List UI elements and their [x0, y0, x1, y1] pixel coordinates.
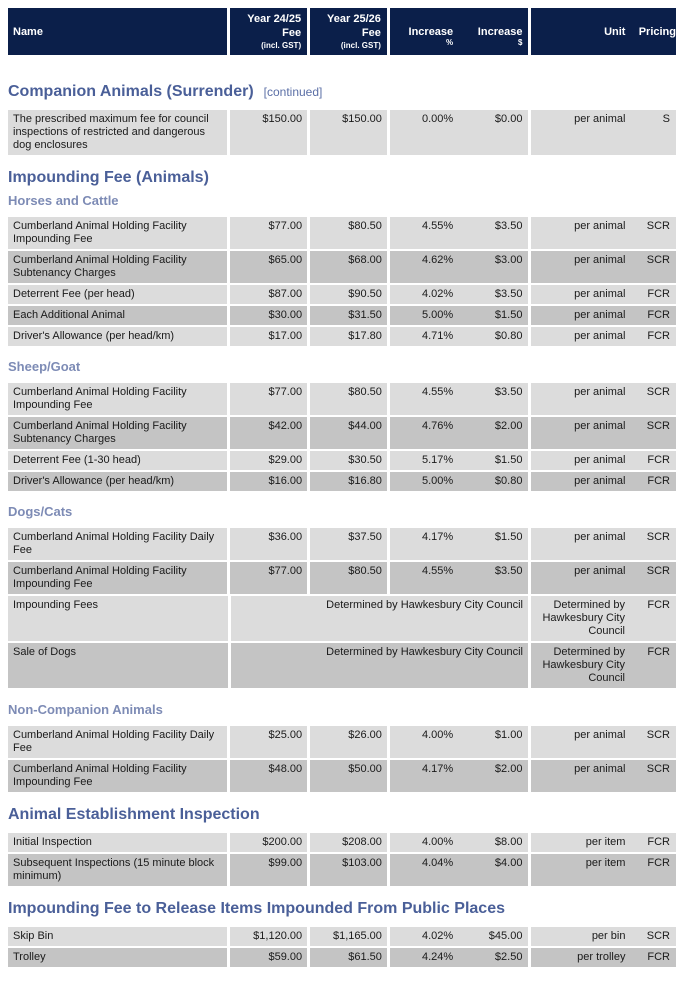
- table-row: [8, 760, 676, 792]
- unit: per animal: [574, 454, 626, 466]
- unit-pricing-cell: [531, 285, 676, 304]
- fee-2425: $42.00: [230, 417, 307, 449]
- table-row: [8, 833, 676, 852]
- fee-2425: $65.00: [230, 251, 307, 283]
- header-fee-2526-year: Year 25/26: [327, 13, 381, 25]
- fee-2526: $37.50: [310, 528, 387, 560]
- unit: per animal: [574, 420, 626, 432]
- determined-by: Determined by Hawkesbury City Council: [231, 596, 528, 641]
- fee-2425: $200.00: [230, 833, 307, 852]
- fee-2425: $16.00: [230, 472, 307, 491]
- increase-pct: 4.55%: [421, 220, 454, 232]
- table-row: [8, 854, 676, 886]
- unit-pricing-cell: [531, 110, 676, 155]
- increase-dol: $3.50: [494, 288, 523, 300]
- fee-2425: $87.00: [230, 285, 307, 304]
- pricing: SCR: [646, 420, 670, 432]
- table-group-noncompanion: [8, 726, 676, 794]
- section-title-text: Companion Animals (Surrender): [8, 83, 254, 100]
- unit: per animal: [574, 288, 626, 300]
- increase-cell: [390, 927, 529, 946]
- fee-name: Initial Inspection: [8, 833, 227, 852]
- table-row: [8, 251, 676, 283]
- increase-dol: $1.00: [494, 729, 523, 741]
- fee-name: Cumberland Animal Holding Facility Impounding Fee: [8, 217, 227, 249]
- section-title-establishment: Animal Establishment Inspection: [8, 806, 260, 823]
- unit-pricing-cell: [531, 562, 676, 594]
- pricing: SCR: [646, 386, 670, 398]
- header-increase-dol-label: Increase: [477, 26, 523, 38]
- increase-cell: [390, 854, 529, 886]
- unit-pricing-cell: [531, 383, 676, 415]
- unit-pricing-cell: [531, 217, 676, 249]
- header-fee-2425: [230, 8, 307, 55]
- fee-name: Cumberland Animal Holding Facility Impounding Fee: [8, 760, 227, 792]
- header-increase-pct-label: Increase: [408, 26, 454, 38]
- unit-pricing-cell: [531, 251, 676, 283]
- fee-2425: $77.00: [230, 217, 307, 249]
- increase-cell: [390, 451, 529, 470]
- fee-name: Deterrent Fee (1-30 head): [8, 451, 227, 470]
- increase-cell: [390, 472, 529, 491]
- unit-pricing-cell: [531, 854, 676, 886]
- fee-2425: $17.00: [230, 327, 307, 346]
- increase-cell: [390, 760, 529, 792]
- fee-2425: $30.00: [230, 306, 307, 325]
- increase-cell: [390, 110, 529, 155]
- fee-name: Deterrent Fee (per head): [8, 285, 227, 304]
- pricing: SCR: [646, 531, 670, 543]
- fee-name: Cumberland Animal Holding Facility Daily Fee: [8, 528, 227, 560]
- fee-name: Trolley: [8, 948, 227, 967]
- increase-pct: 4.02%: [421, 288, 454, 300]
- table-group-sheep: [8, 383, 676, 493]
- unit-pricing-cell: [531, 451, 676, 470]
- increase-dol: $1.50: [494, 531, 523, 543]
- unit-pricing-cell: [531, 472, 676, 491]
- fee-2425: $36.00: [230, 528, 307, 560]
- unit-pricing-cell: [531, 306, 676, 325]
- unit-pricing-cell: [531, 948, 676, 967]
- table-row: [8, 596, 676, 641]
- unit: per animal: [574, 729, 626, 741]
- header-fee-2526: [310, 8, 387, 55]
- table-group-dogs: [8, 528, 676, 690]
- unit: per animal: [574, 330, 626, 342]
- pricing: SCR: [646, 254, 670, 266]
- pricing: FCR: [647, 475, 670, 487]
- increase-pct: 4.02%: [421, 930, 454, 942]
- unit: per item: [585, 857, 626, 869]
- increase-dol: $45.00: [488, 930, 523, 942]
- unit-pricing-cell: [531, 417, 676, 449]
- header-increase-pct: [390, 8, 459, 55]
- fee-2526: $208.00: [310, 833, 387, 852]
- unit: per animal: [574, 254, 626, 266]
- fee-name: Cumberland Animal Holding Facility Subtenancy Charges: [8, 417, 227, 449]
- pricing: FCR: [647, 857, 670, 869]
- header-fee-2526-fee: Fee: [361, 27, 381, 39]
- fee-name: Cumberland Animal Holding Facility Daily Fee: [8, 726, 227, 758]
- unit-pricing-cell: [531, 596, 676, 641]
- table-row: [8, 383, 676, 415]
- unit: per animal: [574, 475, 626, 487]
- fee-name: The prescribed maximum fee for council inspections of restricted and dangerous dog enclosures: [8, 110, 227, 155]
- increase-dol: $2.00: [494, 420, 523, 432]
- unit-pricing-cell: [531, 327, 676, 346]
- increase-pct: 5.17%: [421, 454, 454, 466]
- pricing: FCR: [647, 836, 670, 848]
- increase-pct: 4.17%: [421, 763, 454, 775]
- fee-2425: $59.00: [230, 948, 307, 967]
- header-pricing: Pricing: [638, 26, 676, 38]
- increase-pct: 0.00%: [421, 113, 454, 125]
- pricing: FCR: [647, 309, 670, 321]
- increase-dol: $0.80: [494, 330, 523, 342]
- unit: per trolley: [577, 951, 626, 963]
- increase-pct: 4.62%: [421, 254, 454, 266]
- section-title-public-places: Impounding Fee to Release Items Impounded From Public Places: [8, 900, 505, 917]
- fee-2526: $16.80: [310, 472, 387, 491]
- pricing: FCR: [647, 330, 670, 342]
- increase-dol: $3.50: [494, 565, 523, 577]
- header-unit: Unit: [604, 26, 626, 38]
- table-row: [8, 948, 676, 967]
- increase-pct: 4.76%: [421, 420, 454, 432]
- pricing: SCR: [646, 763, 670, 775]
- fee-2526: $50.00: [310, 760, 387, 792]
- fee-2526: $80.50: [310, 383, 387, 415]
- table-row: [8, 451, 676, 470]
- fee-name: Skip Bin: [8, 927, 227, 946]
- unit: per animal: [574, 113, 626, 125]
- unit: per animal: [574, 531, 626, 543]
- fee-2425: $99.00: [230, 854, 307, 886]
- fee-name: Driver's Allowance (per head/km): [8, 472, 227, 491]
- header-increase: [390, 8, 529, 55]
- fee-2425: $25.00: [230, 726, 307, 758]
- unit: per animal: [574, 386, 626, 398]
- determined-by: Determined by Hawkesbury City Council: [231, 643, 528, 688]
- fee-2425: $150.00: [230, 110, 307, 155]
- fee-2526: $17.80: [310, 327, 387, 346]
- section-title-impounding: Impounding Fee (Animals): [8, 169, 209, 186]
- increase-pct: 4.04%: [421, 857, 454, 869]
- increase-pct: 4.71%: [421, 330, 454, 342]
- increase-dol: $2.50: [494, 951, 523, 963]
- fee-2526: $68.00: [310, 251, 387, 283]
- fee-2526: $26.00: [310, 726, 387, 758]
- unit-pricing-cell: [531, 528, 676, 560]
- section-title-companion: [8, 81, 676, 103]
- header-unit-pricing: [531, 8, 676, 55]
- fee-2425: $77.00: [230, 562, 307, 594]
- fee-2526: $1,165.00: [310, 927, 387, 946]
- fee-name: Cumberland Animal Holding Facility Subtenancy Charges: [8, 251, 227, 283]
- table-group-horses: [8, 217, 676, 348]
- unit: per animal: [574, 565, 626, 577]
- table-row: [8, 417, 676, 449]
- header-increase-dol: [459, 8, 528, 55]
- increase-dol: $8.00: [494, 836, 523, 848]
- unit: per animal: [574, 763, 626, 775]
- increase-pct: 5.00%: [421, 309, 454, 321]
- fee-2526: $90.50: [310, 285, 387, 304]
- table-row: [8, 472, 676, 491]
- unit: per animal: [574, 309, 626, 321]
- fee-schedule-page: [8, 8, 676, 969]
- increase-cell: [390, 528, 529, 560]
- unit: Determined by Hawkesbury City Council: [542, 599, 625, 637]
- increase-pct: 4.55%: [421, 386, 454, 398]
- increase-cell: [390, 251, 529, 283]
- fee-name: Sale of Dogs: [8, 643, 228, 688]
- increase-dol: $3.00: [494, 254, 523, 266]
- unit-pricing-cell: [531, 760, 676, 792]
- table-row: [8, 217, 676, 249]
- unit: per animal: [574, 220, 626, 232]
- table-row: [8, 927, 676, 946]
- unit: per bin: [591, 930, 626, 942]
- table-row: [8, 327, 676, 346]
- table-group-companion: [8, 110, 676, 157]
- increase-dol: $0.80: [494, 475, 523, 487]
- increase-cell: [390, 327, 529, 346]
- increase-pct: 5.00%: [421, 475, 454, 487]
- increase-pct: 4.55%: [421, 565, 454, 577]
- fee-2526: $44.00: [310, 417, 387, 449]
- fee-name: Driver's Allowance (per head/km): [8, 327, 227, 346]
- increase-cell: [390, 726, 529, 758]
- increase-cell: [390, 562, 529, 594]
- increase-cell: [390, 417, 529, 449]
- increase-pct: 4.17%: [421, 531, 454, 543]
- header-name-label: Name: [13, 25, 43, 38]
- fee-name: Impounding Fees: [8, 596, 228, 641]
- pricing: SCR: [646, 729, 670, 741]
- fee-2425: $48.00: [230, 760, 307, 792]
- fee-2526: $80.50: [310, 217, 387, 249]
- table-row: [8, 643, 676, 688]
- subsection-title-horses: Horses and Cattle: [8, 193, 119, 208]
- table-row: [8, 285, 676, 304]
- pricing: SCR: [646, 220, 670, 232]
- unit-pricing-cell: [531, 726, 676, 758]
- pricing: FCR: [647, 646, 670, 658]
- subsection-title-sheep: Sheep/Goat: [8, 359, 81, 374]
- increase-dol: $1.50: [494, 454, 523, 466]
- header-fee-2425-year: Year 24/25: [247, 13, 302, 25]
- increase-cell: [390, 383, 529, 415]
- continued-label: [continued]: [263, 85, 323, 99]
- header-name: [8, 8, 227, 55]
- pricing: FCR: [647, 599, 670, 611]
- increase-cell: [390, 948, 529, 967]
- pricing: S: [662, 113, 670, 125]
- fee-2526: $103.00: [310, 854, 387, 886]
- subsection-title-dogs: Dogs/Cats: [8, 504, 73, 519]
- increase-cell: [390, 833, 529, 852]
- unit-pricing-cell: [531, 643, 676, 688]
- fee-2425: $77.00: [230, 383, 307, 415]
- pricing: FCR: [647, 951, 670, 963]
- increase-cell: [390, 217, 529, 249]
- increase-cell: [390, 306, 529, 325]
- table-header: [8, 8, 676, 55]
- increase-dol: $2.00: [494, 763, 523, 775]
- fee-name: Cumberland Animal Holding Facility Impounding Fee: [8, 562, 227, 594]
- table-row: [8, 306, 676, 325]
- table-group-establishment: [8, 833, 676, 888]
- header-increase-dol-unit: $: [518, 38, 523, 47]
- unit: Determined by Hawkesbury City Council: [542, 646, 625, 684]
- table-row: [8, 528, 676, 560]
- pricing: FCR: [647, 288, 670, 300]
- pricing: SCR: [646, 565, 670, 577]
- fee-name: Cumberland Animal Holding Facility Impounding Fee: [8, 383, 227, 415]
- pricing: SCR: [646, 930, 670, 942]
- increase-dol: $3.50: [494, 220, 523, 232]
- fee-2526: $30.50: [310, 451, 387, 470]
- fee-2526: $150.00: [310, 110, 387, 155]
- header-increase-pct-unit: %: [446, 38, 454, 47]
- increase-pct: 4.00%: [421, 729, 454, 741]
- increase-dol: $1.50: [494, 309, 523, 321]
- header-fee-2526-gst: (incl. GST): [340, 41, 381, 50]
- fee-name: Subsequent Inspections (15 minute block minimum): [8, 854, 227, 886]
- increase-pct: 4.00%: [421, 836, 454, 848]
- increase-dol: $3.50: [494, 386, 523, 398]
- unit-pricing-cell: [531, 833, 676, 852]
- unit: per item: [585, 836, 626, 848]
- increase-cell: [390, 285, 529, 304]
- fee-2526: $80.50: [310, 562, 387, 594]
- table-row: [8, 726, 676, 758]
- header-fee-2425-gst: (incl. GST): [261, 41, 302, 50]
- unit-pricing-cell: [531, 927, 676, 946]
- table-row: [8, 110, 676, 155]
- subsection-title-noncompanion: Non-Companion Animals: [8, 702, 163, 717]
- fee-2425: $29.00: [230, 451, 307, 470]
- table-group-public-places: [8, 927, 676, 969]
- fee-name: Each Additional Animal: [8, 306, 227, 325]
- increase-dol: $4.00: [494, 857, 523, 869]
- fee-2526: $61.50: [310, 948, 387, 967]
- increase-dol: $0.00: [494, 113, 523, 125]
- fee-2425: $1,120.00: [230, 927, 307, 946]
- pricing: FCR: [647, 454, 670, 466]
- increase-pct: 4.24%: [421, 951, 454, 963]
- fee-2526: $31.50: [310, 306, 387, 325]
- header-fee-2425-fee: Fee: [282, 27, 302, 39]
- table-row: [8, 562, 676, 594]
